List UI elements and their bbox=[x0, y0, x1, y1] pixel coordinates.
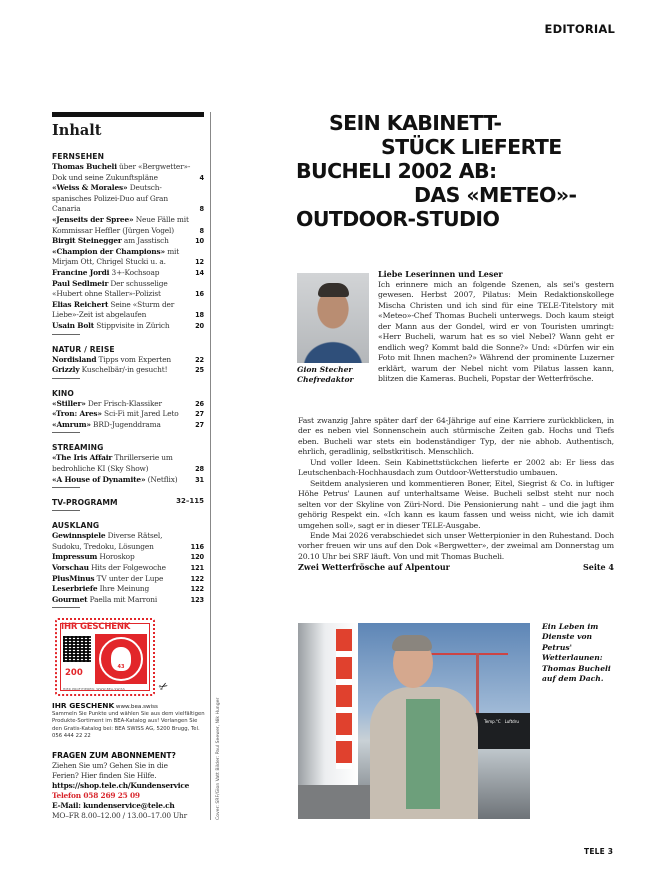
photo-credit bbox=[213, 680, 223, 820]
headline-line: BUCHELI 2002 AB: bbox=[296, 159, 497, 183]
divider bbox=[52, 607, 80, 608]
gift-url[interactable]: www.bea.swiss bbox=[115, 704, 158, 710]
toc-page-number: 121 bbox=[190, 564, 204, 573]
toc-entry-title: «Amrum» bbox=[52, 419, 91, 429]
toc-entry[interactable] bbox=[52, 409, 204, 420]
paragraph: Fast zwanzig Jahre später darf der 64-Jährige auf eine Karriere zurückblicken, in der es neben viel Sonnenschein auch stürmische Zeiten gab. Hochs und Tiefs eben. Bucheli war stets ein bodenständiger Typ, der nie abhob. Authentisch, ehrlich, geradlinig, selbstkritisch. Menschlich. bbox=[298, 416, 614, 457]
toc-entry-text bbox=[52, 247, 195, 268]
stamp-points: 200 bbox=[65, 668, 83, 678]
toc-entry-desc: Seine «Sturm der Liebe»-Zeit ist abgelaufen bbox=[52, 299, 175, 320]
toc-page-number: 14 bbox=[195, 268, 204, 277]
teaser-title: Zwei Wetterfrösche auf Alpentour bbox=[298, 562, 450, 573]
toc-section-heading: KINO bbox=[52, 388, 74, 398]
abo-link[interactable]: https://shop.tele.ch/Kundenservice bbox=[52, 781, 190, 790]
editorial-intro bbox=[378, 269, 614, 385]
toc-entry[interactable] bbox=[52, 453, 204, 474]
toc-entry-desc: Stippvisite in Zürich bbox=[94, 320, 170, 330]
toc-page-number: 10 bbox=[195, 237, 204, 246]
toc-entry-desc: mit Mirjam Ott, Chrigel Stucki u. a. bbox=[52, 246, 180, 267]
divider bbox=[52, 378, 80, 379]
author-name: Gion Stecher bbox=[297, 365, 353, 374]
abo-text-line: Ferien? Hier finden Sie Hilfe. bbox=[52, 771, 157, 780]
toc-page-number: 27 bbox=[195, 410, 204, 419]
toc-entry[interactable] bbox=[52, 365, 204, 376]
paragraph: Und voller Ideen. Sein Kabinettstückchen lieferte er 2002 ab: Er liess das Leutschenbach-Hochhausdach zum Outdoor-Wetterstudio umbauen. bbox=[298, 457, 614, 478]
toc-entry-text bbox=[52, 552, 191, 563]
gift-text: Sammeln Sie Punkte und wählen Sie aus dem vielfältigen Produkte-Sortiment im BEA-Katalog aus! Verlangen Sie den Gratis-Katalog bei: BEA SWISS AG, 5200 Brugg, Tel. 056 444 22 22 bbox=[52, 711, 205, 739]
toc-entry-desc: Thrillerserie um bedrohliche KI (Sky Show) bbox=[52, 453, 173, 474]
headline-line: DAS «METEO»- bbox=[414, 183, 577, 207]
toc-page-number: 28 bbox=[195, 465, 204, 474]
toc-entry-title: Gourmet bbox=[52, 594, 88, 604]
toc-top-bar bbox=[52, 112, 204, 117]
toc-title: Inhalt bbox=[52, 122, 102, 139]
meteo-sign bbox=[336, 629, 352, 769]
toc-section-heading: STREAMING bbox=[52, 443, 104, 453]
abo-text-line: Ziehen Sie um? Gehen Sie in die bbox=[52, 761, 168, 770]
toc-entry-title: Francine Jordi bbox=[52, 267, 110, 277]
toc-entry-desc: Neue Fälle mit Kommissar Heffler (Jürgen Vogel) bbox=[52, 214, 189, 235]
photo-caption: Ein Leben im Dienste von Petrus' Wetterlaunen: Thomas Bucheli auf dem Dach. bbox=[542, 622, 611, 684]
toc-entry-desc: Hits der Folgewoche bbox=[88, 563, 166, 573]
toc-page-number: 22 bbox=[195, 355, 204, 364]
author-portrait bbox=[297, 273, 369, 363]
article-teaser[interactable] bbox=[298, 562, 614, 573]
toc-entry-desc: Sci-Fi mit Jared Leto bbox=[101, 409, 179, 419]
divider bbox=[52, 487, 80, 488]
toc-entry-text bbox=[52, 162, 200, 183]
toc-page-number: 12 bbox=[195, 258, 204, 267]
toc-entry-title: «Stiller» bbox=[52, 398, 86, 408]
editorial-body bbox=[298, 416, 614, 573]
abo-heading: FRAGEN ZUM ABONNEMENT? bbox=[52, 751, 176, 760]
toc-page-number: 16 bbox=[195, 290, 204, 299]
column-divider bbox=[210, 112, 211, 820]
toc-entry-text bbox=[52, 531, 191, 552]
divider bbox=[52, 510, 80, 511]
qr-code-icon[interactable] bbox=[63, 636, 91, 662]
headline-line: OUTDOOR-STUDIO bbox=[296, 207, 500, 231]
section-label: EDITORIAL bbox=[544, 22, 615, 36]
gift-title: IHR GESCHENK bbox=[52, 701, 115, 710]
toc-page-number: 26 bbox=[195, 399, 204, 408]
toc-entry-text bbox=[52, 183, 200, 215]
toc-entry-desc: (Netflix) bbox=[145, 474, 178, 484]
toc-section bbox=[52, 151, 204, 335]
table-of-contents bbox=[52, 112, 204, 617]
toc-entry[interactable] bbox=[52, 574, 204, 585]
toc-entry-desc: Diverse Rätsel, Sudoku, Tredoku, Lösungen bbox=[52, 531, 163, 551]
toc-entry-text bbox=[52, 300, 195, 321]
toc-entry-title: Thomas Bucheli bbox=[52, 162, 117, 171]
toc-page-number: 27 bbox=[195, 420, 204, 429]
toc-entry-text bbox=[52, 355, 195, 366]
toc-entry-title: «Champion der Champions» bbox=[52, 246, 165, 256]
toc-section-heading: AUSKLANG bbox=[52, 521, 100, 531]
toc-sections bbox=[52, 151, 204, 488]
toc-entry-desc: Deutsch-spanisches Polizei-Duo auf Gran Canaria bbox=[52, 183, 168, 214]
toc-entry-desc: Der Frisch-Klassiker bbox=[85, 398, 162, 408]
board-label: Temp.°C Luftdru bbox=[484, 719, 519, 724]
toc-entry-text bbox=[52, 279, 195, 300]
photo-credit-text: Cover: SRF/Gion Vatt Bilder: Paul Seewer, Nik Hunger bbox=[216, 697, 221, 820]
toc-entry-title: Usain Bolt bbox=[52, 320, 95, 330]
abo-phone[interactable]: Telefon 058 269 25 09 bbox=[52, 791, 140, 800]
scissors-icon: ✂ bbox=[156, 678, 171, 695]
toc-entry[interactable] bbox=[52, 247, 204, 268]
bea-points-seal bbox=[95, 634, 147, 684]
toc-page-number: 20 bbox=[195, 321, 204, 330]
toc-entry[interactable] bbox=[52, 531, 204, 552]
author-caption bbox=[297, 365, 354, 385]
toc-entry[interactable] bbox=[52, 321, 204, 332]
toc-page-number: 116 bbox=[190, 542, 204, 551]
toc-entry[interactable] bbox=[52, 552, 204, 563]
toc-entry-text bbox=[52, 563, 191, 574]
toc-section bbox=[52, 388, 204, 434]
divider bbox=[52, 334, 80, 335]
toc-entry[interactable] bbox=[52, 584, 204, 595]
toc-section-ausklang bbox=[52, 520, 204, 608]
bea-logo-icon bbox=[99, 637, 143, 681]
toc-page-number: 8 bbox=[199, 226, 204, 235]
toc-entry-title: Paul Sedlmeir bbox=[52, 278, 109, 288]
teaser-page: Seite 4 bbox=[582, 562, 614, 573]
feature-photo bbox=[298, 623, 530, 819]
toc-entry-desc: Der schusselige «Hubert ohne Staller»-Polizist bbox=[52, 278, 168, 299]
abo-email[interactable]: E-Mail: kundenservice@tele.ch bbox=[52, 801, 175, 810]
toc-entry[interactable] bbox=[52, 399, 204, 410]
toc-entry-title: «The Iris Affair bbox=[52, 453, 113, 463]
headline-line: SEIN KABINETT- bbox=[329, 111, 502, 135]
toc-entry-desc: über «Bergwetter»-Dok und seine Zukunftspläne bbox=[52, 162, 191, 182]
toc-entry[interactable] bbox=[52, 183, 204, 215]
toc-entry[interactable] bbox=[52, 355, 204, 366]
toc-entry-text bbox=[52, 475, 195, 486]
toc-section-heading: TV-PROGRAMM bbox=[52, 498, 118, 508]
toc-entry-text bbox=[52, 574, 191, 585]
toc-section-tv-programm[interactable] bbox=[52, 497, 204, 511]
toc-entry-text bbox=[52, 453, 195, 474]
toc-page-number: 122 bbox=[190, 585, 204, 594]
toc-page-number: 25 bbox=[195, 366, 204, 375]
gift-coupon[interactable] bbox=[55, 618, 171, 696]
toc-entry-text bbox=[52, 420, 195, 431]
toc-entry-desc: Horoskop bbox=[97, 552, 135, 562]
toc-entry-text bbox=[52, 399, 195, 410]
salutation: Liebe Leserinnen und Leser bbox=[378, 269, 503, 279]
toc-entry-title: Birgit Steinegger bbox=[52, 236, 122, 246]
stamp bbox=[55, 618, 155, 696]
toc-page-number: 120 bbox=[190, 553, 204, 562]
paragraph: Seitdem analysieren und kommentieren Boner, Eitel, Siegrist & Co. in luftiger Höhe Petrus' Launen auf unterhaltsame Weise. Bucheli selbst steht nur noch selten vor der Skyline von Züri-Nord. Die Pensionierung naht – und die jagt ihm gehörig Respekt ein. «Ich kann es kaum fassen und weiss nicht, wie ich damit umgehen soll», sagt er in dieser TELE-Ausgabe. bbox=[298, 478, 614, 530]
toc-section bbox=[52, 442, 204, 488]
toc-entry[interactable] bbox=[52, 162, 204, 183]
toc-entry-title: «Weiss & Morales» bbox=[52, 183, 128, 193]
toc-entry-text bbox=[52, 268, 195, 279]
stamp-footer: HIER PROFITIEREN: WWW.BEA.SWISS bbox=[63, 687, 125, 691]
toc-entry-title: PlusMinus bbox=[52, 573, 95, 583]
toc-entry-title: Grizzly bbox=[52, 365, 80, 375]
toc-entry-desc: Ihre Meinung bbox=[97, 584, 150, 594]
toc-entry[interactable] bbox=[52, 279, 204, 300]
toc-section bbox=[52, 344, 204, 379]
toc-entry-text bbox=[52, 595, 191, 606]
toc-entry[interactable] bbox=[52, 563, 204, 574]
weather-board bbox=[474, 713, 530, 749]
toc-entry[interactable] bbox=[52, 595, 204, 606]
headline bbox=[296, 111, 618, 231]
toc-page-number: 4 bbox=[199, 173, 204, 182]
divider bbox=[52, 432, 80, 433]
toc-entry-title: Impressum bbox=[52, 552, 98, 562]
toc-entry-text bbox=[52, 215, 200, 236]
toc-entry-text bbox=[52, 321, 195, 332]
subscription-info bbox=[52, 751, 210, 821]
crane bbox=[428, 653, 508, 655]
toc-entry-desc: TV unter der Lupe bbox=[94, 573, 164, 583]
toc-page-range: 32–115 bbox=[176, 497, 204, 506]
toc-section-heading: FERNSEHEN bbox=[52, 152, 105, 161]
toc-entry-text bbox=[52, 236, 195, 247]
toc-entry-desc: Tipps vom Experten bbox=[96, 354, 172, 364]
toc-entry-title: «Tron: Ares» bbox=[52, 409, 102, 419]
gift-info bbox=[52, 702, 208, 740]
toc-entry-title: Gewinnspiele bbox=[52, 531, 106, 541]
toc-entry[interactable] bbox=[52, 268, 204, 279]
author-role: Chefredaktor bbox=[297, 375, 354, 384]
paragraph: Ich erinnere mich an folgende Szenen, als sei's gestern gewesen. Herbst 2007, Pilatus: Mein Redaktionskollege Mischa Christen und ich sind für eine TELE-Titelstory mit «Meteo»-Chef Thomas Bucheli unterwegs. Doch kaum steigt der Mann aus der Gondel, wird er von Touristen umringt: «Herr Bucheli, warum hat es so viel Nebel? Wann geht er endlich weg? Kommt bald die Sonne?» Und: «Dürfen wir ein Foto mit Ihnen machen?» Während der prominente Luzerner erklärt, warum der Nebel nicht vom Pilatus lassen kann, blitzen die Kameras. Bucheli, Popstar der Wetterfrösche. bbox=[378, 280, 614, 384]
toc-page-number: 123 bbox=[190, 595, 204, 604]
toc-entry-text bbox=[52, 409, 195, 420]
toc-page-number: 18 bbox=[195, 311, 204, 320]
headline-line: STÜCK LIEFERTE bbox=[381, 135, 562, 159]
toc-entry-title: «A House of Dynamite» bbox=[52, 474, 146, 484]
toc-entry-desc: BRD-Jugenddrama bbox=[90, 419, 161, 429]
toc-entry-desc: 3+-Kochsoap bbox=[109, 267, 160, 277]
paragraph: Ende Mai 2026 verabschiedet sich unser Wetterpionier in den Ruhestand. Doch vorher freuen wir uns auf den Dok «Bergwetter», der zweimal am Donnerstag um 20.10 Uhr bei SRF läuft. Von und mit Thomas Bucheli. bbox=[298, 530, 614, 561]
stamp-title: IHR GESCHENK bbox=[61, 622, 131, 632]
toc-entry-title: Nordisland bbox=[52, 354, 97, 364]
toc-section-heading: NATUR / REISE bbox=[52, 344, 115, 354]
toc-page-number: 122 bbox=[190, 574, 204, 583]
abo-hours: MO–FR 8.00–12.00 / 13.00–17.00 Uhr bbox=[52, 811, 187, 820]
toc-entry-desc: am Jasstisch bbox=[121, 236, 169, 246]
toc-entry-title: «Jenseits der Spree» bbox=[52, 214, 134, 224]
page-folio: TELE 3 bbox=[584, 847, 614, 856]
toc-entry-title: Vorschau bbox=[52, 563, 89, 573]
toc-entry-text bbox=[52, 365, 195, 376]
toc-page-number: 8 bbox=[199, 205, 204, 214]
toc-entry-desc: Kuschelbär/-in gesucht! bbox=[79, 365, 168, 375]
toc-entry[interactable] bbox=[52, 300, 204, 321]
toc-entry[interactable] bbox=[52, 215, 204, 236]
toc-entry[interactable] bbox=[52, 420, 204, 431]
toc-entry[interactable] bbox=[52, 475, 204, 486]
toc-entry-text bbox=[52, 584, 191, 595]
toc-entry-desc: Paella mit Marroni bbox=[87, 594, 158, 604]
toc-entry-title: Elias Reichert bbox=[52, 299, 109, 309]
toc-entry-title: Leserbriefe bbox=[52, 584, 98, 594]
toc-entry[interactable] bbox=[52, 236, 204, 247]
stamp-circle-number: 43 bbox=[117, 664, 125, 670]
toc-page-number: 31 bbox=[195, 475, 204, 484]
